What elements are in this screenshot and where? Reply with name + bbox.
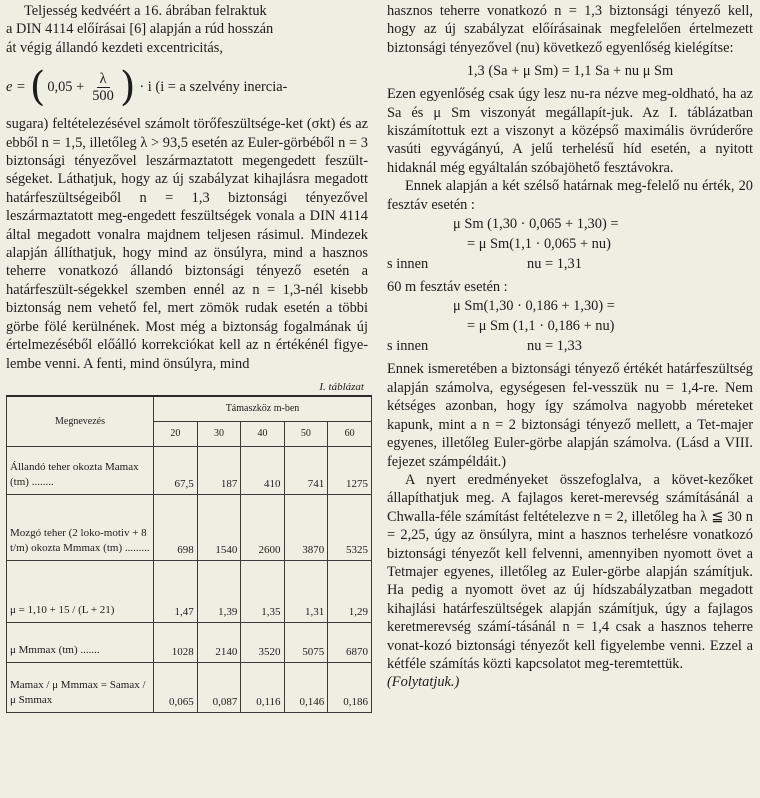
right-paragraph-1: hasznos teherre vonatkozó n = 1,3 biztonsági tényező kell, hogy az új szabályzat előírásainak megfelelően értelmezett biztonsági tényezővel (nu) következő egyenlőség kielégítse: bbox=[387, 3, 753, 56]
data-table bbox=[6, 395, 372, 713]
table-row bbox=[7, 662, 372, 712]
eccentricity-formula bbox=[6, 61, 368, 113]
left-column bbox=[6, 2, 368, 713]
table-row bbox=[7, 560, 372, 622]
intro-line-3: át végig állandó kezdeti excentricitás, bbox=[6, 39, 223, 56]
row-value: 3520 bbox=[241, 622, 284, 662]
frac-denominator: 500 bbox=[92, 87, 114, 104]
table-span-header: Támaszköz m-ben bbox=[154, 396, 372, 422]
ecc-constant: 0,05 + bbox=[47, 78, 85, 95]
s-innen-label: s innen bbox=[387, 256, 429, 273]
table-col-header: Megnevezés bbox=[7, 396, 154, 447]
span-50: 50 bbox=[284, 421, 328, 446]
ecc-tail: · i (i = a szelvény inercia- bbox=[139, 78, 288, 95]
row-value: 2140 bbox=[197, 622, 241, 662]
span-60: 60 bbox=[328, 421, 372, 446]
ecc-e: e = bbox=[6, 78, 26, 95]
span-40: 40 bbox=[241, 421, 284, 446]
table-row bbox=[7, 494, 372, 560]
row-value: 5325 bbox=[328, 494, 372, 560]
row-desc: μ Mmmax (tm) ....... bbox=[7, 622, 154, 662]
row-value: 5075 bbox=[284, 622, 328, 662]
row-value: 187 bbox=[197, 446, 241, 494]
result-row-2 bbox=[387, 336, 753, 356]
row-value: 0,116 bbox=[241, 662, 284, 712]
row-value: 1,35 bbox=[241, 560, 284, 622]
table-label: I. táblázat bbox=[319, 380, 364, 393]
intro-line-2: a DIN 4114 előírásai [6] alapján a rúd hosszán bbox=[6, 21, 274, 38]
result-row-1 bbox=[387, 254, 753, 274]
intro-line-1: Teljesség kedvéért a 16. ábrában felraktuk bbox=[24, 3, 267, 19]
row-desc: Mamax / μ Mmmax = Samax / μ Smmax bbox=[7, 662, 154, 712]
equation-3b: = μ Sm (1,1 · 0,186 + nu) bbox=[467, 318, 615, 335]
equation-2a: μ Sm (1,30 · 0,065 + 1,30) = bbox=[453, 216, 619, 233]
s-innen-label: s innen bbox=[387, 338, 429, 355]
right-paragraph-5: Ennek ismeretében a biztonsági tényező értékét határfeszültség alapján számolva, egységesen fel-vesszük nu = 1,4-re. Nem kétséges azonban, hogy így számolva nagyobb méreteket kapunk, mint a n = 2 biztonsági tényező mellett, a Tet-majer egyenes, illetőleg Euler-görbe alapján számolva. (Lásd a VIII. fejezet számpéldáit.) bbox=[387, 361, 753, 470]
row-value: 741 bbox=[284, 446, 328, 494]
right-paragraph-2: Ezen egyenlőség csak úgy lesz nu-ra nézve meg-oldható, ha az Sa és μ Sm viszonyát megállapít-juk. Az I. táblázatban kiszámítottuk ezt a viszonyt a középső maximális övrúderőre vasúti egyvágányú, A jelű terhelésű híd esetén, a nyitott hidaknál még egyáltalán szóbajöhető fesztávokra. bbox=[387, 86, 753, 176]
right-paragraph-6: A nyert eredményeket összefoglalva, a követ-kezőket állapíthatjuk meg. A fajlagos keret-merevség számításánál a Chwalla-féle számítást feltételezve n = 2, illetőleg ha λ ≦ 30 n = 2,25, úgy az önsúlyra, mint a hasznos terhelésre vonatkozó biztonsági tényezőt kell felvenni, amennyiben nyomott övet a Tetmajer egyenes, illetőleg az Euler-görbe alapján számítjuk. Ha pedig a nyomott övet az új hídszabályzatban megadott kihajlási határfeszültségek alapján számítjuk, úgy a fajlagos keretmerevség számí-tásánál n = 1,4 csak a hasznos teherre vonat-kozó biztonsági tényezőt kell figyelembe venni. Ezzel a kétféle számítás közti kapcsolatot meg-teremtettük. bbox=[387, 471, 753, 672]
equation-2c: nu = 1,31 bbox=[527, 256, 582, 273]
row-value: 0,146 bbox=[284, 662, 328, 712]
equation-3c: nu = 1,33 bbox=[527, 338, 582, 355]
right-paragraph-4: 60 m fesztáv esetén : bbox=[387, 279, 508, 296]
row-value: 410 bbox=[241, 446, 284, 494]
right-paragraph-3: Ennek alapján a két szélső határnak meg-felelő nu érték, 20 fesztáv esetén : bbox=[387, 178, 753, 213]
row-desc: μ = 1,10 + 15 / (L + 21) bbox=[7, 560, 154, 622]
left-body-paragraph: sugara) feltételezésével számolt törőfeszültsége-ket (σkt) és az ebből n = 1,5, illetőleg λ > 93,5 esetén az Euler-görbéből n = 3 biztonsági tényezővel leszármaztatott megengedett feszült-ségeket. Láthatjuk, hogy az új szabályzat kihajlásra megadott határfeszültségeiből n = 1,3 biztonsági tényezővel leszármaztatott meg-engedett feszültségek vonala a DIN 4114 által megadott vonalra majdnem teljesen rásimul. Mindezek alapján állíthatjuk, hogy mind az önsúlyra, mind a hasznos teherre vonatkozó állandó biztonsági tényező esetén a határfeszült-ségekkel szemben ennél az n = 1,3-nél kisebb biztonság nem vehető fel, mert zömök rudak esetén a többi görbe fölé kerülnének. Most még a biztonság fogalmának új értelmezéséből előálló korrekciókat kell az n értékénél figye-lembe venni. A fenti, mind önsúlyra, mind bbox=[6, 116, 368, 372]
row-value: 3870 bbox=[284, 494, 328, 560]
row-desc: Mozgó teher (2 loko-motiv + 8 t/m) okozta Mmmax (tm) ......... bbox=[7, 494, 154, 560]
row-value: 1540 bbox=[197, 494, 241, 560]
left-paren: ( bbox=[29, 64, 46, 111]
frac-numerator: λ bbox=[97, 71, 110, 88]
right-paren: ) bbox=[119, 64, 136, 111]
span-30: 30 bbox=[197, 421, 241, 446]
row-desc: Állandó teher okozta Mamax (tm) ........ bbox=[7, 446, 154, 494]
row-value: 1028 bbox=[154, 622, 198, 662]
table-row bbox=[7, 622, 372, 662]
lambda-fraction bbox=[89, 71, 117, 104]
row-value: 6870 bbox=[328, 622, 372, 662]
row-value: 1,47 bbox=[154, 560, 198, 622]
row-value: 0,087 bbox=[197, 662, 241, 712]
row-value: 0,065 bbox=[154, 662, 198, 712]
equation-1: 1,3 (Sa + μ Sm) = 1,1 Sa + nu μ Sm bbox=[466, 63, 674, 80]
row-value: 1275 bbox=[328, 446, 372, 494]
table-row bbox=[7, 446, 372, 494]
equation-3a: μ Sm(1,30 · 0,186 + 1,30) = bbox=[453, 298, 615, 315]
row-value: 2600 bbox=[241, 494, 284, 560]
equation-2b: = μ Sm(1,1 · 0,065 + nu) bbox=[467, 236, 611, 253]
signature: (Folytatjuk.) bbox=[387, 674, 460, 691]
row-value: 1,29 bbox=[328, 560, 372, 622]
row-value: 1,39 bbox=[197, 560, 241, 622]
span-20: 20 bbox=[154, 421, 198, 446]
row-value: 0,186 bbox=[328, 662, 372, 712]
row-value: 698 bbox=[154, 494, 198, 560]
right-column bbox=[387, 2, 753, 692]
row-value: 1,31 bbox=[284, 560, 328, 622]
row-value: 67,5 bbox=[154, 446, 198, 494]
